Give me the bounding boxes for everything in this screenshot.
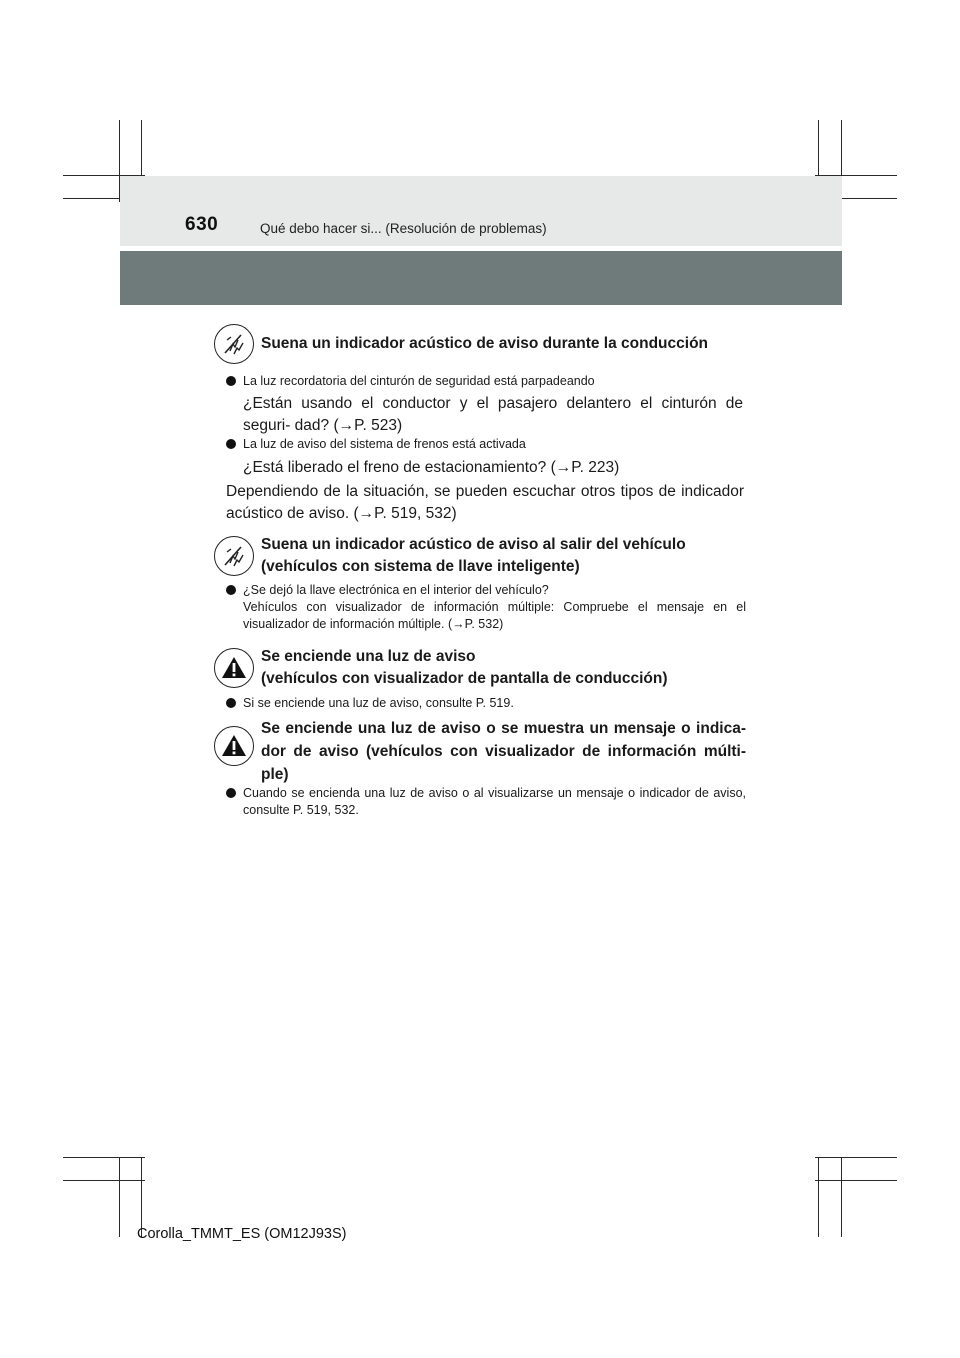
section-title: Se enciende una luz de aviso o se muestra un mensaje o indica- dor de aviso (vehículos con visualizador de información múlti- ple)	[261, 720, 746, 783]
section-sound-exiting	[214, 534, 754, 578]
section-title-line: Suena un indicador acústico de aviso al salir del vehículo	[261, 536, 686, 553]
bullet-icon	[226, 788, 236, 798]
answer-text: ¿Están usando el conductor y el pasajero delantero el cinturón de seguri- dad? (→P. 523)	[243, 395, 743, 434]
answer-text: ¿Está liberado el freno de estacionamiento? (→P. 223)	[243, 459, 620, 476]
list-item	[226, 582, 746, 633]
chapter-title: Qué debo hacer si... (Resolución de problemas)	[260, 221, 547, 236]
bullet-text: Si se enciende una luz de aviso, consulte P. 519.	[243, 696, 514, 710]
list-item	[226, 373, 746, 390]
header-bar	[120, 251, 842, 305]
sound-warning-icon	[214, 324, 254, 364]
page-number: 630	[185, 214, 219, 235]
bullet-icon	[226, 585, 236, 595]
crop-mark	[818, 1157, 819, 1237]
list-item	[226, 695, 746, 712]
warning-triangle-icon	[214, 726, 254, 766]
section-title: Suena un indicador acústico de aviso durante la conducción	[261, 335, 709, 352]
bullet-text: La luz recordatoria del cinturón de seguridad está parpadeando	[243, 374, 595, 388]
section-title-line: (vehículos con visualizador de pantalla de conducción)	[261, 670, 668, 687]
crop-mark	[63, 1157, 145, 1158]
document-code: Corolla_TMMT_ES (OM12J93S)	[137, 1226, 347, 1242]
list-item	[226, 436, 746, 453]
bullet-text: Cuando se encienda una luz de aviso o al visualizarse un mensaje o indicador de aviso, consulte P. 519, 532.	[243, 786, 746, 817]
list-item	[226, 785, 746, 819]
section-warning-light-driving-display	[214, 646, 754, 690]
crop-mark	[841, 1157, 842, 1237]
note-text: Dependiendo de la situación, se pueden escuchar otros tipos de indicador acústico de aviso. (→P. 519, 532)	[226, 483, 744, 522]
sound-warning-icon	[214, 536, 254, 576]
bullet-icon	[226, 376, 236, 386]
bullet-text	[243, 582, 746, 633]
section-warning-light-multi-info	[214, 717, 754, 786]
crop-mark	[63, 1180, 145, 1181]
crop-mark	[815, 1180, 897, 1181]
bullet-line: ¿Se dejó la llave electrónica en el interior del vehículo?	[243, 583, 549, 597]
section-title-line: (vehículos con sistema de llave inteligente)	[261, 558, 580, 575]
section-title	[261, 534, 686, 578]
warning-triangle-icon	[214, 648, 254, 688]
section-title	[261, 646, 668, 690]
section-sound-driving	[214, 324, 754, 364]
crop-mark	[141, 1157, 142, 1237]
crop-mark	[119, 1157, 120, 1237]
bullet-icon	[226, 439, 236, 449]
bullet-text: La luz de aviso del sistema de frenos está activada	[243, 437, 526, 451]
bullet-line: Vehículos con visualizador de información múltiple: Compruebe el mensaje en el visualizador de información múltiple. (→P. 532)	[243, 600, 746, 631]
section-title-line: Se enciende una luz de aviso	[261, 648, 476, 665]
bullet-icon	[226, 698, 236, 708]
crop-mark	[815, 1157, 897, 1158]
